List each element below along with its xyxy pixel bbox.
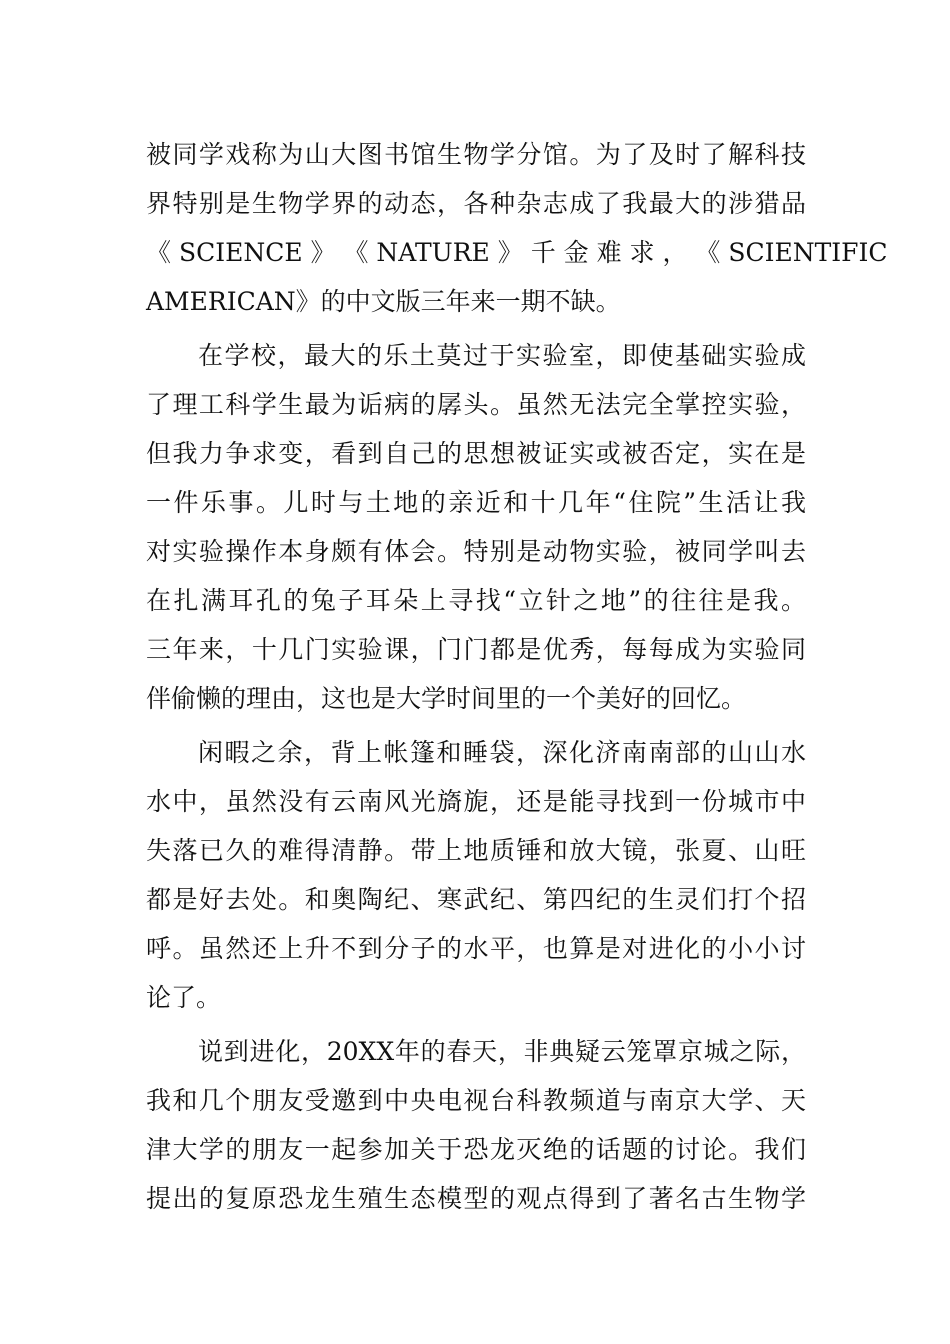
paragraph-2-line-1: 在学校，最大的乐土莫过于实验室，即使基础实验成	[198, 341, 806, 370]
paragraph-2-line-6: 在扎满耳孔的兔子耳朵上寻找“立针之地”的往往是我。	[146, 586, 806, 615]
paragraph-3-line-6: 论了。	[146, 983, 222, 1012]
paragraph-2-line-7: 三年来，十几门实验课，门门都是优秀，每每成为实验同	[146, 635, 806, 664]
paragraph-2-line-4: 一件乐事。儿时与土地的亲近和十几年“住院”生活让我	[146, 488, 806, 517]
paragraph-1-line-4: AMERICAN》的中文版三年来一期不缺。	[146, 287, 621, 316]
document-body	[146, 130, 888, 1223]
paragraph-3-line-4: 都是好去处。和奥陶纪、寒武纪、第四纪的生灵们打个招	[146, 885, 806, 914]
paragraph-1-line-1: 被同学戏称为山大图书馆生物学分馆。为了及时了解科技	[146, 140, 806, 169]
paragraph-4-line-4: 提出的复原恐龙生殖生态模型的观点得到了著名古生物学	[146, 1184, 806, 1213]
paragraph-1-line-3: 《 SCIENCE 》 《 NATURE 》 千 金 难 求 ， 《 SCIENTIFIC	[146, 238, 888, 267]
paragraph-2-line-2: 了理工科学生最为诟病的孱头。虽然无法完全掌控实验，	[146, 390, 806, 419]
paragraph-2-line-5: 对实验操作本身颇有体会。特别是动物实验，被同学叫去	[146, 537, 806, 566]
paragraph-4-line-3: 津大学的朋友一起参加关于恐龙灭绝的话题的讨论。我们	[146, 1135, 806, 1164]
paragraph-3-line-5: 呼。虽然还上升不到分子的水平，也算是对进化的小小讨	[146, 934, 806, 963]
paragraph-3-line-3: 失落已久的难得清静。带上地质锤和放大镜，张夏、山旺	[146, 836, 806, 865]
paragraph-3-line-1: 闲暇之余，背上帐篷和睡袋，深化济南南部的山山水	[198, 738, 806, 767]
paragraph-2-line-3: 但我力争求变，看到自己的思想被证实或被否定，实在是	[146, 439, 806, 468]
paragraph-1-line-2: 界特别是生物学界的动态，各种杂志成了我最大的涉猎品	[146, 189, 806, 218]
paragraph-2-line-8: 伴偷懒的理由，这也是大学时间里的一个美好的回忆。	[146, 684, 747, 713]
paragraph-4-line-2: 我和几个朋友受邀到中央电视台科教频道与南京大学、天	[146, 1086, 806, 1115]
paragraph-4-line-1: 说到进化，20XX年的春天，非典疑云笼罩京城之际，	[198, 1037, 806, 1066]
paragraph-3-line-2: 水中，虽然没有云南风光旖旎，还是能寻找到一份城市中	[146, 787, 806, 816]
